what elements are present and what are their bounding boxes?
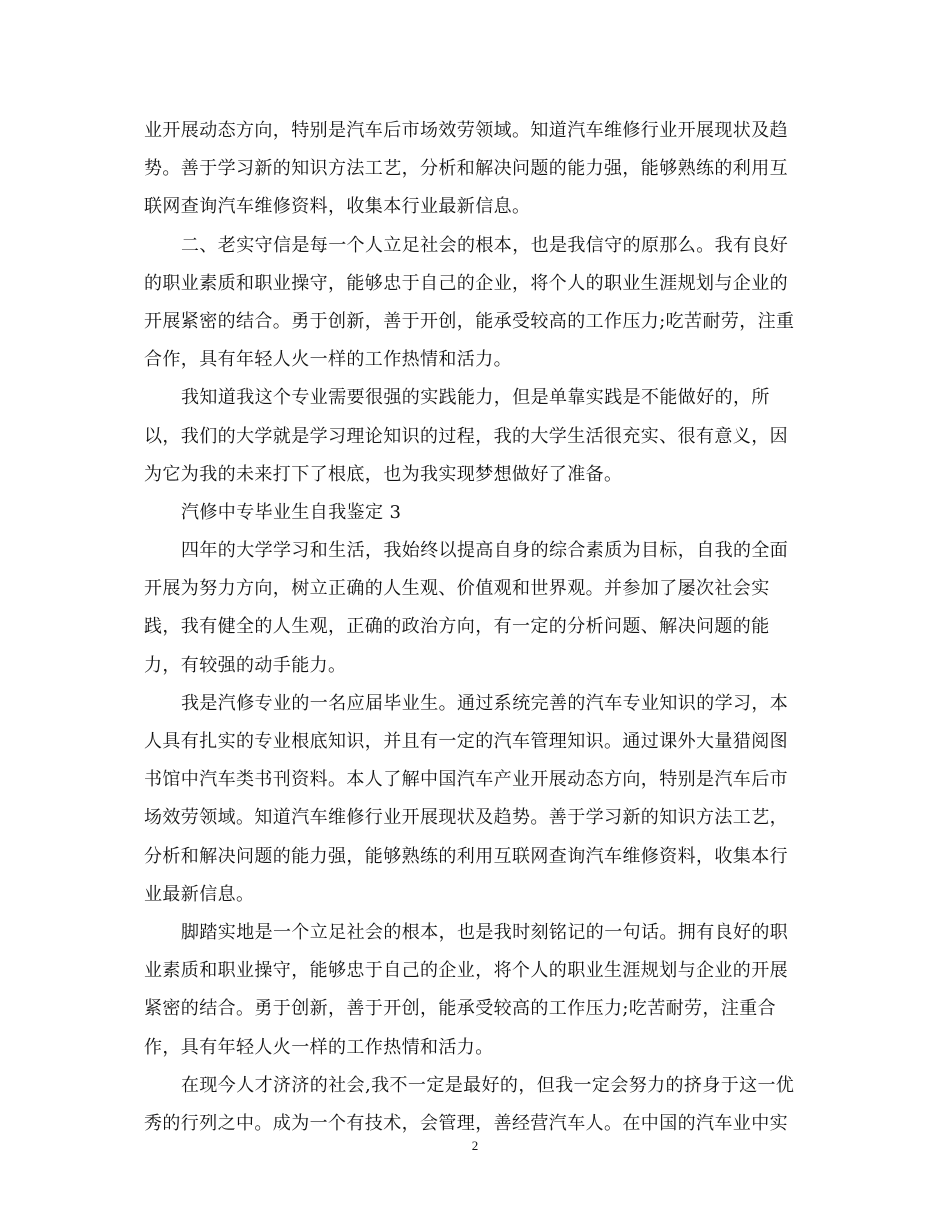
text-line: 我是汽修专业的一名应届毕业生。通过系统完善的汽车专业知识的学习，本 — [181, 692, 789, 714]
text-line: 书馆中汽车类书刊资料。本人了解中国汽车产业开展动态方向，特别是汽车后市 — [144, 769, 788, 791]
text-line: 开展紧密的结合。勇于创新，善于开创，能承受较高的工作压力;吃苦耐劳，注重 — [144, 310, 795, 332]
text-line: 人具有扎实的专业根底知识，并且有一定的汽车管理知识。通过课外大量猎阅图 — [144, 731, 788, 752]
text-line: 业素质和职业操守，能够忠于自己的企业，将个人的职业生涯规划与企业的开展 — [144, 960, 788, 982]
text-line: 合作，具有年轻人火一样的工作热情和活力。 — [144, 349, 512, 371]
text-line: 势。善于学习新的知识方法工艺，分析和解决问题的能力强，能够熟练的利用互 — [144, 158, 788, 180]
text-line: 紧密的结合。勇于创新，善于开创，能承受较高的工作压力;吃苦耐劳，注重合 — [144, 998, 777, 1020]
text-line: 联网查询汽车维修资料，收集本行业最新信息。 — [144, 196, 531, 218]
text-line: 脚踏实地是一个立足社会的根本，也是我时刻铭记的一句话。拥有良好的职 — [181, 921, 789, 943]
text-line: 开展为努力方向，树立正确的人生观、价值观和世界观。并参加了屡次社会实 — [144, 578, 770, 600]
text-line: 为它为我的未来打下了根底，也为我实现梦想做好了准备。 — [144, 463, 623, 485]
text-line: 二、老实守信是每一个人立足社会的根本，也是我信守的原那么。我有良好 — [181, 234, 789, 256]
text-line: 作，具有年轻人火一样的工作热情和活力。 — [144, 1036, 494, 1058]
text-line: 践，我有健全的人生观，正确的政治方向，有一定的分析问题、解决问题的能 — [144, 616, 770, 638]
text-line: 我知道我这个专业需要很强的实践能力，但是单靠实践是不能做好的，所 — [181, 387, 770, 409]
text-line: 的职业素质和职业操守，能够忠于自己的企业，将个人的职业生涯规划与企业的 — [144, 272, 788, 294]
text-line: 汽修中专毕业生自我鉴定 3 — [181, 501, 402, 523]
text-line: 以，我们的大学就是学习理论知识的过程，我的大学生活很充实、很有意义，因 — [144, 425, 788, 447]
text-line: 力，有较强的动手能力。 — [144, 654, 347, 676]
text-line: 场效劳领域。知道汽车维修行业开展现状及趋势。善于学习新的知识方法工艺， — [144, 807, 788, 829]
page-number: 2 — [471, 1138, 479, 1153]
document-body — [144, 112, 808, 1143]
text-line: 业开展动态方向，特别是汽车后市场效劳领域。知道汽车维修行业开展现状及趋 — [144, 120, 788, 141]
text-line: 在现今人才济济的社会,我不一定是最好的，但我一定会努力的挤身于这一优 — [181, 1074, 795, 1096]
text-line: 分析和解决问题的能力强，能够熟练的利用互联网查询汽车维修资料，收集本行 — [144, 845, 788, 867]
text-line: 业最新信息。 — [144, 883, 255, 905]
text-line: 秀的行列之中。成为一个有技术，会管理，善经营汽车人。在中国的汽车业中实 — [144, 1112, 788, 1134]
text-line: 四年的大学学习和生活，我始终以提高自身的综合素质为目标，自我的全面 — [181, 540, 789, 562]
